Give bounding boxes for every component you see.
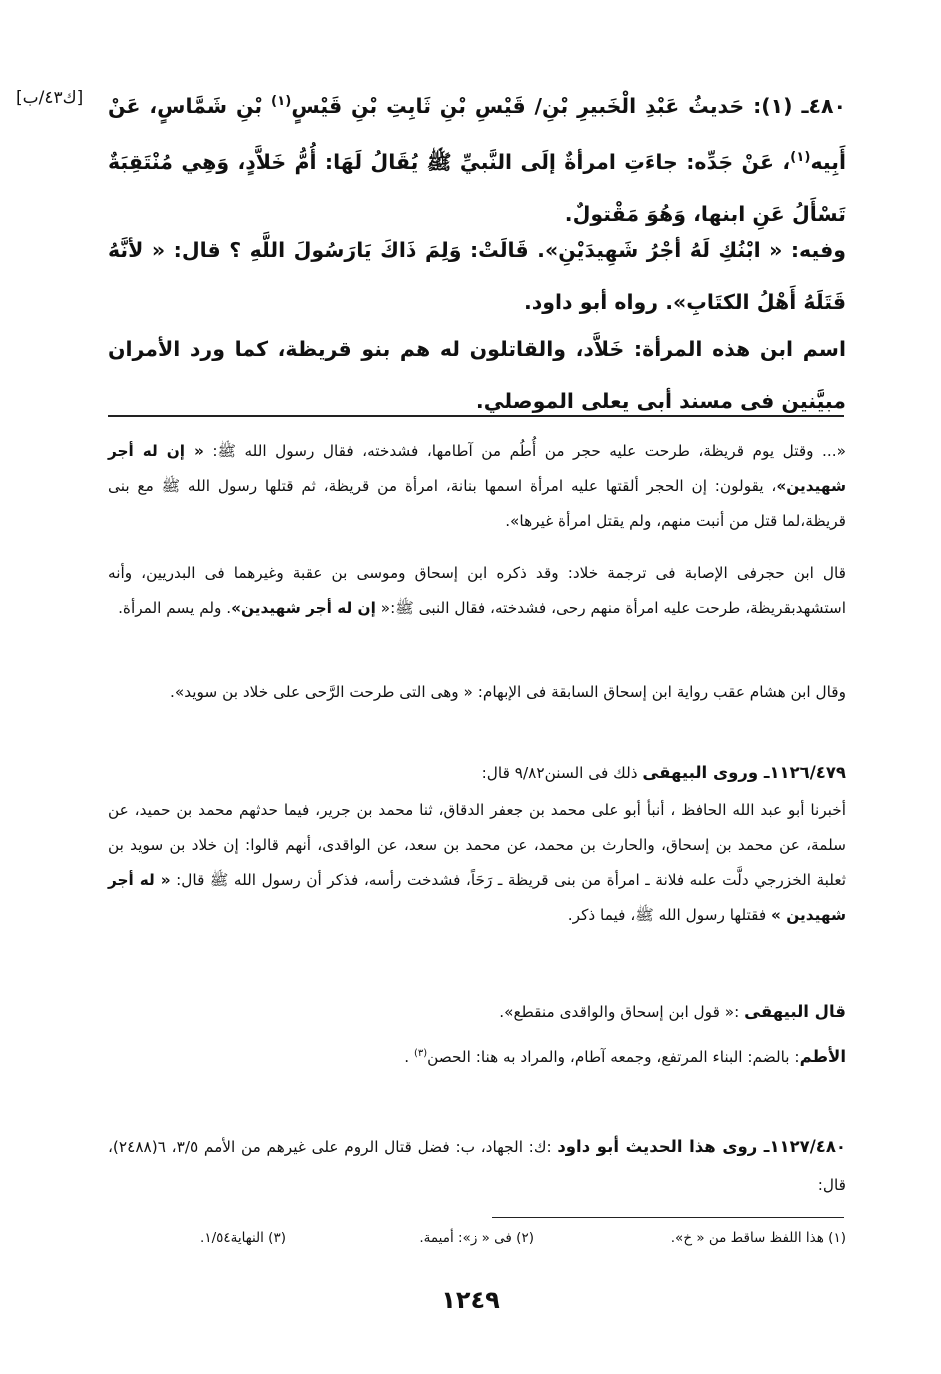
commentary-paragraph: اسم ابن هذه المرأة: خَلاَّد، والقاتلون له هم بنو قريظة، كما ورد الأمران مبيَّنين فى مسند أبى يعلى الموصلي. — [108, 337, 846, 413]
manuscript-folio-reference: [ك٤٣/ب] — [16, 88, 84, 108]
note-text: . ولم يسم المرأة. — [118, 599, 232, 617]
note-paragraph — [108, 1128, 846, 1204]
note-paragraph — [300, 994, 846, 1030]
note-number: ١١٢٧/٤٨٠ـ روى هذا الحديث أبو داود — [557, 1137, 846, 1156]
hadith-continuation: وفيه: « ابْنُكِ لَهُ أجْرُ شَهِيدَيْنِ». قَالَتْ: وَلِمَ ذَاكَ يَارَسُولَ اللَّهِ ؟ قال: « لأنَّهُ قَتَلَهُ أَهْلُ الكتَابِ». رواه أبو داود. — [108, 238, 846, 314]
glossary-definition: : بالضم: البناء المرتفع، وجمعه آطام، والمراد به هنا: الحصن — [427, 1048, 800, 1067]
footnote: (٣) النهاية١/٥٤. — [200, 1230, 286, 1246]
note-text: فقتلها رسول الله ﷺ، فيما ذكر. — [567, 906, 772, 924]
note-text: قال ابن حجرفى الإصابة فى ترجمة خلاد: وقد ذكره ابن إسحاق وموسى بن عقبة وغيرهما فى البدريين، وأنه استشهدبقريظة، طرحت عليه امرأة منهم رحى، فشدخته، فقال النبى ﷺ:« — [108, 564, 846, 617]
glossary-term: الأطم — [799, 1047, 846, 1067]
section-divider — [108, 415, 844, 417]
hadith-text: بْنِ شَمَّاسٍ، عَنْ أَبِيه — [108, 93, 846, 174]
hadith-text: حَديثُ عَبْدِ الْخَبيرِ بْنِ/ قَيْسِ بْنِ ثَابِتِ بْنِ قَيْسٍ — [291, 93, 745, 118]
footnotes — [108, 1230, 846, 1260]
footnote-marker: (١) — [271, 94, 292, 109]
note-text: :ك: الجهاد، ب: فضل قتال الروم على غيرهم من الأمم ٣/٥، ٦(٢٤٨٨)، قال: — [108, 1138, 846, 1194]
quoted-hadith: « له أجر شهيدين » — [108, 871, 846, 924]
footnote-marker: (٣) — [414, 1048, 428, 1059]
note-text: أخبرنا أبو عبد الله الحافظ ، أنبأ أبو على محمد بن جعفر الدقاق، ثنا محمد بن جرير، فيما حدثهم محمد بن حميد، عن سلمة، عن محمد بن إسحاق، والحارث بن محمد، عن محمد بن سعد، عن الواقدى، أنهم قالوا: إن خلاد بن سويد بن ثعلبة الخزرجي دلَّت علىه فلانة ـ امرأة من بنى قريظة ـ رَحَاً، فشدخت رأسه، فذكر أن رسول الله ﷺ قال: — [108, 801, 847, 889]
note-text: «... وقتل يوم قريظة، طرحت عليه حجر من أُطُم من آطامها، فشدخته، فقال رسول الله ﷺ: — [203, 442, 847, 460]
footnote-divider — [492, 1217, 844, 1218]
glossary-entry — [250, 1036, 846, 1075]
note-paragraph: وقال ابن هشام عقب رواية ابن إسحاق السابقة فى الإبهام: « وهى التى طرحت الرَّحى على خلاد بن سويد». — [170, 683, 846, 701]
page-number: ١٢٤٩ — [441, 1286, 500, 1314]
quoted-hadith: « إن له أجر شهيدين» — [108, 442, 846, 495]
note-number: ١١٢٦/٤٧٩ـ وروى البيهقى — [642, 763, 846, 782]
note-text: :« قول ابن إسحاق والواقدى منقطع». — [499, 1003, 745, 1021]
note-label: قال البيهقى — [744, 1002, 846, 1021]
hadith-text: ، عَنْ جَدِّه: جاءَتِ امرأةٌ إلَى النَّبيِّ ﷺ يُقَالُ لَهَا: أُمُّ خَلاَّدٍ، وَهِي مُنْتَقِبَةٌ تَسْأَلُ عَنِ ابنها، وَهُوَ مَقْتولٌ. — [108, 149, 846, 226]
note-paragraph — [108, 434, 846, 539]
footnote: (١) هذا اللفظ ساقط من « خ». — [670, 1230, 846, 1246]
hadith-number: ٤٨٠ـ (١): — [744, 93, 846, 118]
note-text: ، يقولون: إن الحجر ألقتها عليه امرأة اسمها بنانة، امرأة من قريظة، ثم قتلها رسول الله ﷺ مع بنى قريظة،لما قتل من أنبت منهم، ولم يقتل امرأة غيرها». — [108, 477, 846, 530]
footnote-marker: (١) — [790, 149, 811, 165]
isnad-paragraph — [108, 793, 846, 933]
hadith-paragraph — [108, 76, 846, 240]
note-text: ذلك فى السنن٩/٨٢ قال: — [481, 764, 643, 782]
note-paragraph — [108, 556, 846, 626]
quoted-hadith: إن له أجر شهيدين» — [231, 599, 376, 617]
note-text: . — [404, 1048, 415, 1067]
footnote: (٢) فى « ز»: أميمة. — [419, 1230, 534, 1246]
note-heading — [108, 755, 846, 791]
